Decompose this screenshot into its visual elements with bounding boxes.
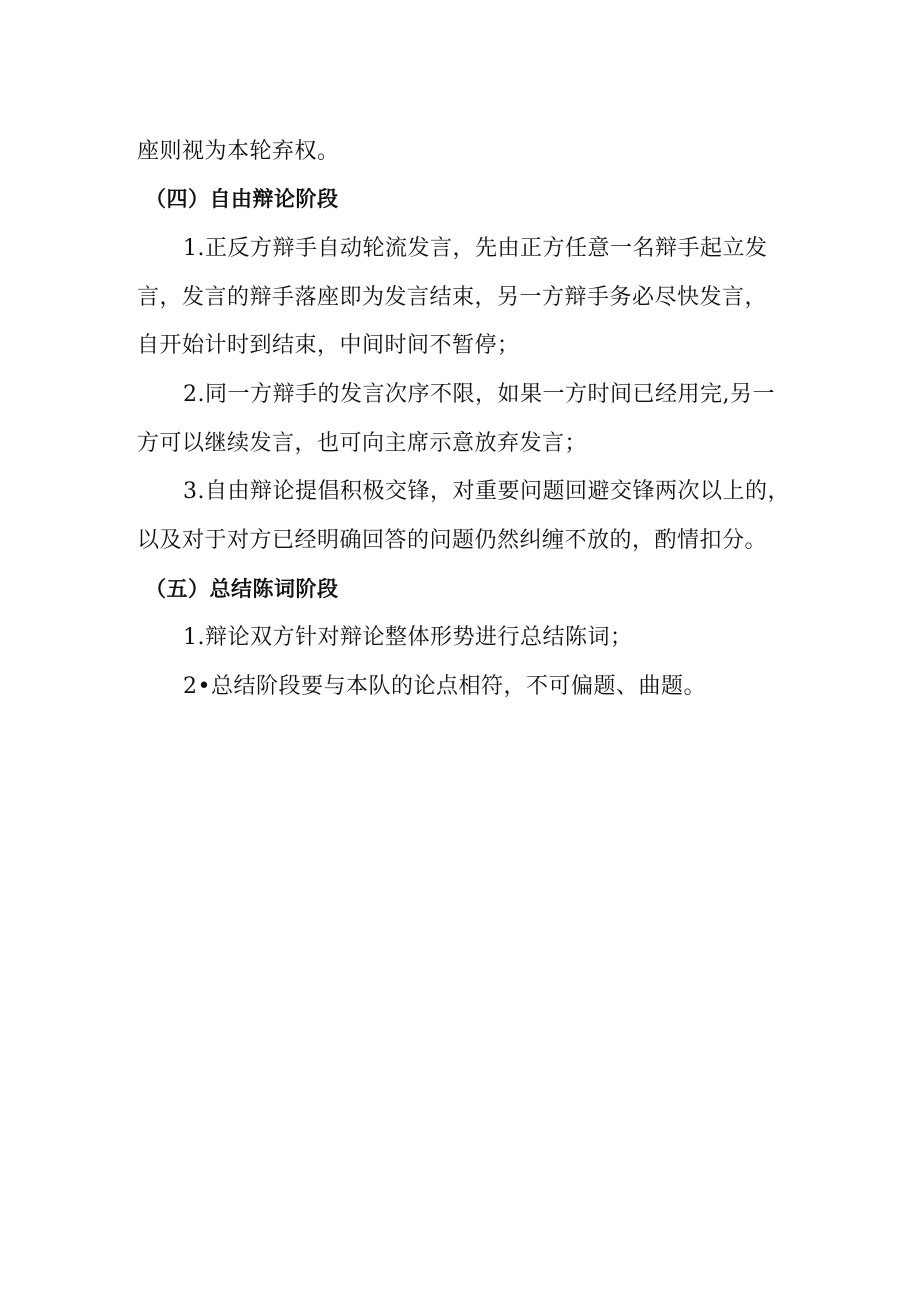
list-item-text: 2.同一方辩手的发言次序不限，如果一方时间已经用完,另一 — [183, 382, 775, 407]
paragraph-line: 言，发言的辩手落座即为发言结束，另一方辩手务必尽快发言， — [137, 285, 768, 310]
list-item-text: 1.辩论双方针对辩论整体形势进行总结陈词； — [183, 625, 633, 650]
list-item-text: 2•总结阶段要与本队的论点相符，不可偏题、曲题。 — [183, 674, 706, 699]
section-heading: （四）自由辩论阶段 — [145, 187, 339, 211]
paragraph-line: 方可以继续发言，也可向主席示意放弃发言； — [137, 431, 588, 456]
list-item-text: 1.正反方辩手自动轮流发言，先由正方任意一名辩手起立发 — [183, 236, 768, 261]
list-item-text: 3.自由辩论提倡积极交锋，对重要问题回避交锋两次以上的， — [183, 479, 790, 504]
paragraph-line: 以及对于对方已经明确回答的问题仍然纠缠不放的，酌情扣分。 — [137, 528, 768, 553]
paragraph-line: 自开始计时到结束，中间时间不暂停； — [137, 333, 520, 358]
paragraph-line: 座则视为本轮弃权。 — [137, 139, 340, 164]
section-heading: （五）总结陈词阶段 — [145, 577, 339, 601]
